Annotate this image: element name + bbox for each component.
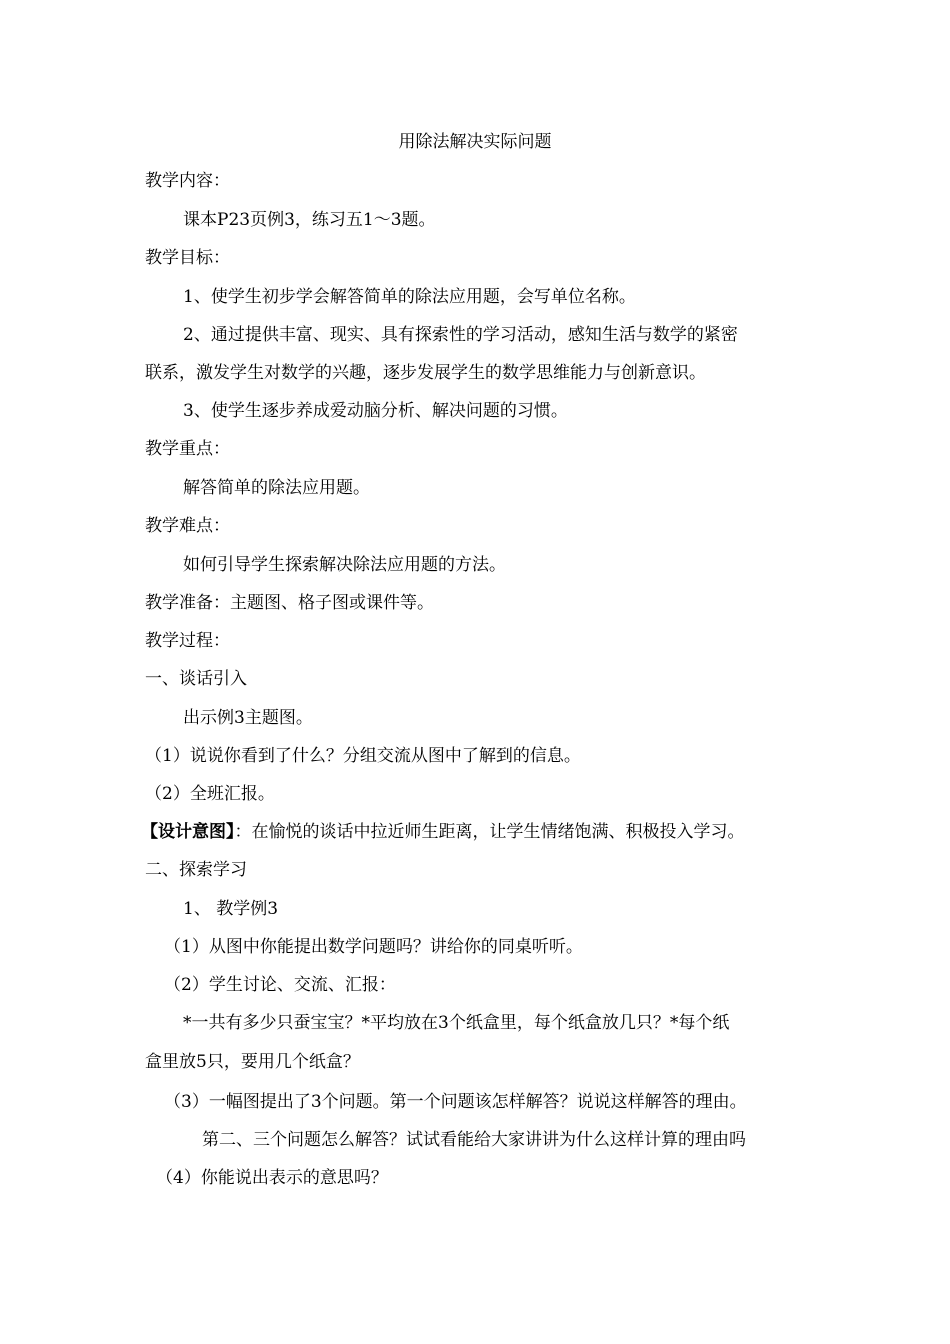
heading-key-point: 教学重点： — [145, 439, 230, 459]
goal-3: 3、使学生逐步养成爱动脑分析、解决问题的习惯。 — [183, 401, 568, 421]
heading-process: 教学过程： — [145, 631, 230, 651]
section-1-step-2: （2）全班汇报。 — [145, 784, 275, 804]
design-intent-line — [141, 820, 745, 844]
goal-2-line-1: 2、通过提供丰富、现实、具有探索性的学习活动，感知生活与数学的紧密 — [183, 325, 738, 345]
section-2-step-1: （1）从图中你能提出数学问题吗？讲给你的同桌听听。 — [164, 937, 583, 957]
heading-goals: 教学目标： — [145, 248, 230, 268]
paragraph-textbook: 课本P23页例3，练习五1～3题。 — [183, 210, 436, 230]
goal-2-line-2: 联系，激发学生对数学的兴趣，逐步发展学生的数学思维能力与创新意识。 — [145, 363, 706, 383]
questions-line-2: 盒里放5只，要用几个纸盒？ — [145, 1052, 360, 1072]
heading-content: 教学内容： — [145, 171, 230, 191]
document-title: 用除法解决实际问题 — [398, 132, 552, 152]
preparation-text: 教学准备：主题图、格子图或课件等。 — [145, 593, 434, 613]
section-2-step-3: （3）一幅图提出了3个问题。第一个问题该怎样解答？说说这样解答的理由。 — [164, 1092, 747, 1112]
section-1-show-image: 出示例3主题图。 — [183, 708, 313, 728]
section-2-step-3-continued: 第二、三个问题怎么解答？试试看能给大家讲讲为什么这样计算的理由吗 — [202, 1130, 746, 1150]
heading-difficulty: 教学难点： — [145, 516, 230, 536]
difficulty-text: 如何引导学生探索解决除法应用题的方法。 — [183, 555, 506, 575]
key-point-text: 解答简单的除法应用题。 — [183, 478, 370, 498]
section-1-step-1: （1）说说你看到了什么？分组交流从图中了解到的信息。 — [145, 746, 581, 766]
goal-1: 1、使学生初步学会解答简单的除法应用题，会写单位名称。 — [183, 287, 636, 307]
section-2-step-2: （2）学生讨论、交流、汇报： — [164, 975, 396, 995]
design-intent-label: 【设计意图】 — [141, 822, 235, 842]
section-1-heading: 一、谈话引入 — [145, 669, 247, 689]
section-2-heading: 二、探索学习 — [145, 860, 247, 880]
section-2-example-3: 1、 教学例3 — [183, 899, 279, 919]
design-intent-text: ：在愉悦的谈话中拉近师生距离，让学生情绪饱满、积极投入学习。 — [234, 822, 745, 842]
section-2-step-4: （4）你能说出表示的意思吗？ — [156, 1168, 388, 1188]
questions-line-1: *一共有多少只蚕宝宝？*平均放在3个纸盒里，每个纸盒放几只？*每个纸 — [183, 1013, 730, 1033]
